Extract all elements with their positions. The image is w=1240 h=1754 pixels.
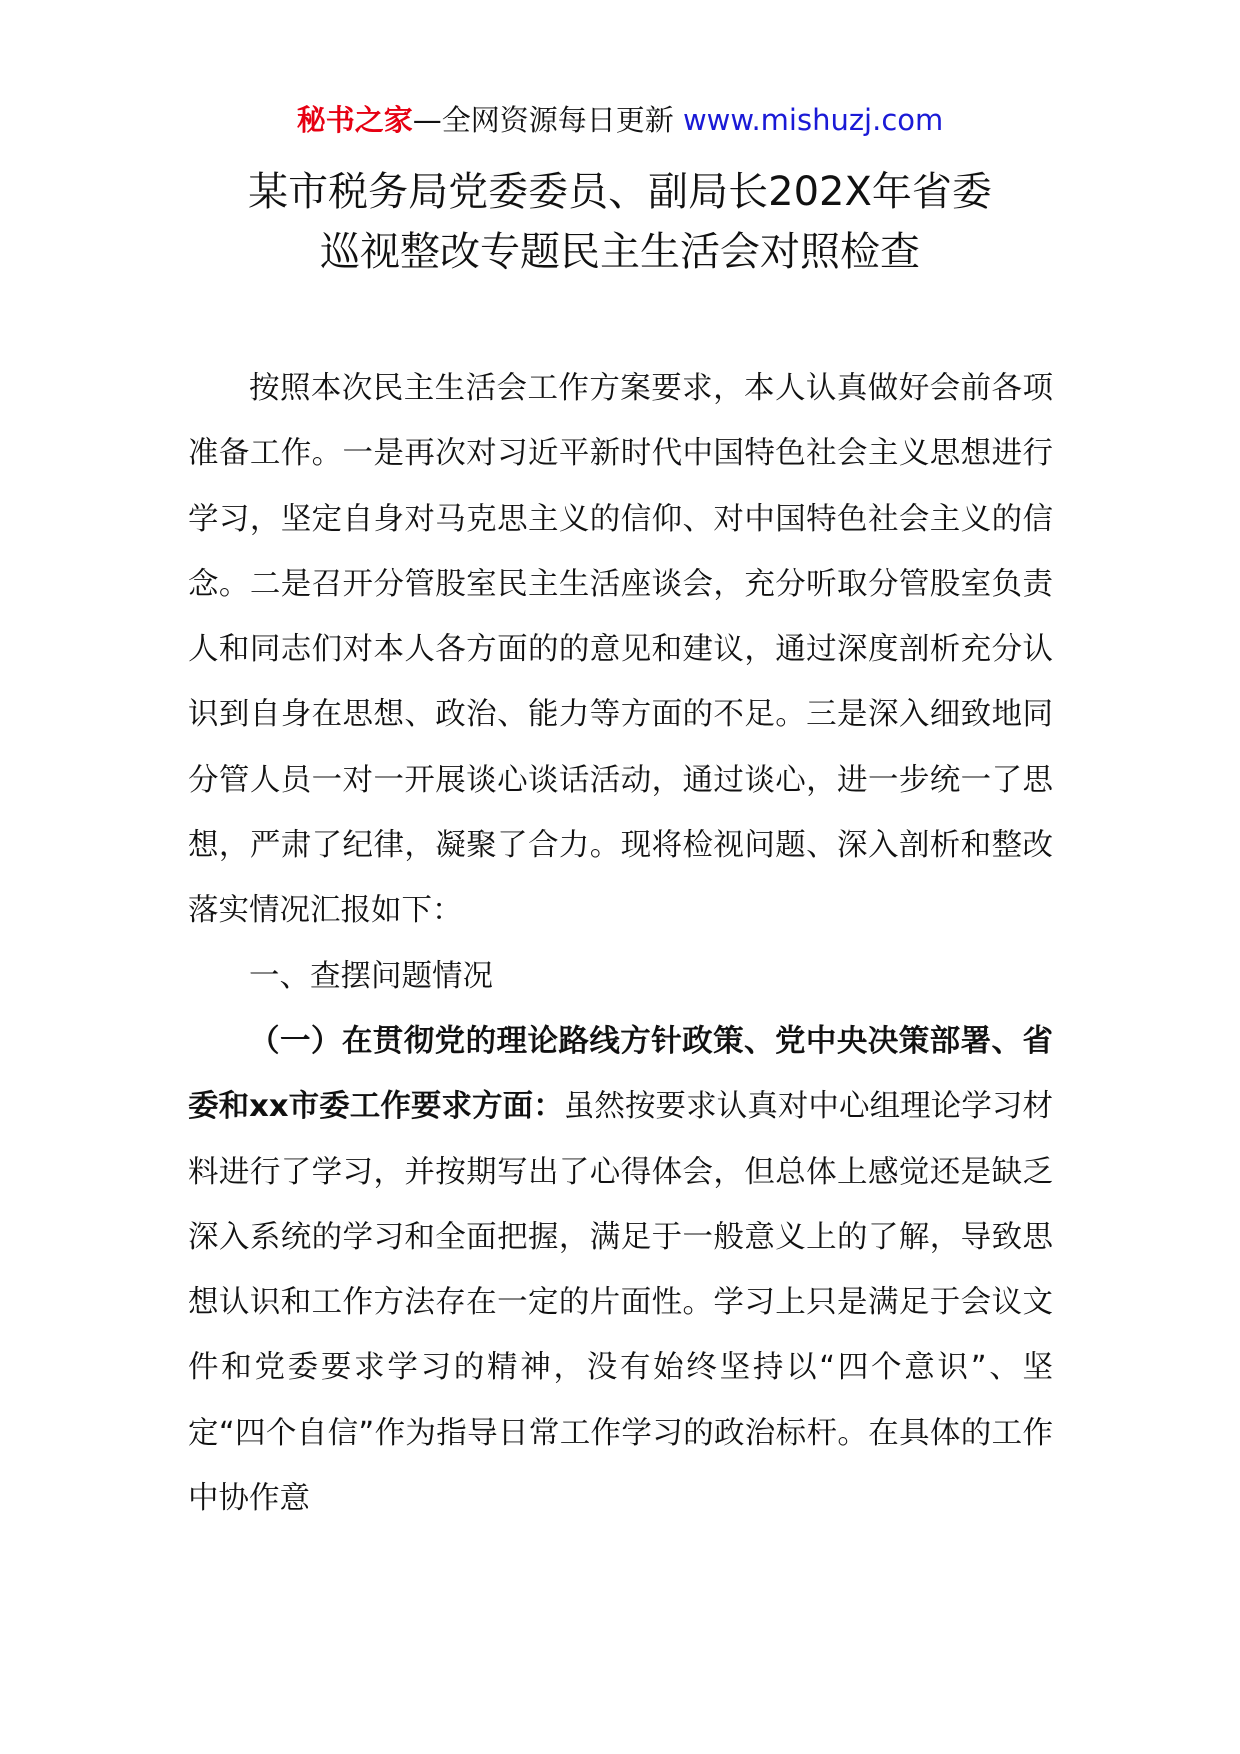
title-line-2: 巡视整改专题民主生活会对照检查 xyxy=(320,229,920,275)
site-header xyxy=(0,100,1240,140)
site-url-link[interactable]: www.mishuzj.com xyxy=(682,103,944,137)
header-slogan: —全网资源每日更新 xyxy=(412,103,674,137)
subsection-body: 虽然按要求认真对中心组理论学习材料进行了学习，并按期写出了心得体会，但总体上感觉还是缺乏深入系统的学习和全面把握，满足于一般意义上的了解，导致思想认识和工作方法存在一定的片面性。学习上只是满足于会议文件和党委要求学习的精神，没有始终坚持以“四个意识”、坚定“四个自信”作为指导日常工作学习的政治标杆。在具体的工作中协作意 xyxy=(188,1089,1053,1517)
brand-name: 秘书之家 xyxy=(296,103,413,137)
intro-paragraph: 按照本次民主生活会工作方案要求，本人认真做好会前各项准备工作。一是再次对习近平新时代中国特色社会主义思想进行学习，坚定自身对马克思主义的信仰、对中国特色社会主义的信念。二是召开分管股室民主生活座谈会，充分听取分管股室负责人和同志们对本人各方面的的意见和建议，通过深度剖析充分认识到自身在思想、政治、能力等方面的不足。三是深入细致地同分管人员一对一开展谈心谈话活动，通过谈心，进一步统一了思想，严肃了纪律，凝聚了合力。现将检视问题、深入剖析和整改落实情况汇报如下： xyxy=(188,371,1053,929)
document-body xyxy=(188,356,1053,1531)
title-line-1: 某市税务局党委委员、副局长202X年省委 xyxy=(248,169,992,215)
section-heading: 一、查摆问题情况 xyxy=(249,958,493,994)
document-title xyxy=(140,162,1100,282)
subsection-title: （一）在贯彻党的理论路线方针政策、党中央决策部署、省委和xx市委工作要求方面： xyxy=(188,1023,1053,1125)
subsection-paragraph xyxy=(188,1009,1053,1531)
